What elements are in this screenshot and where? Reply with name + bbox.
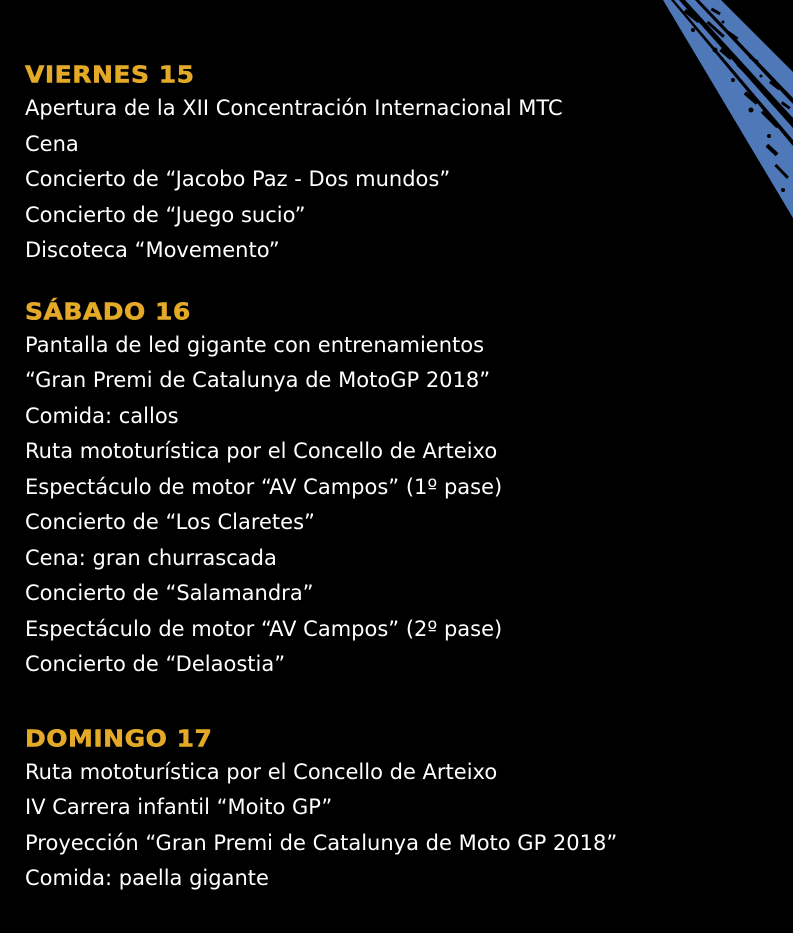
event-item: Proyección “Gran Premi de Catalunya de Moto GP 2018” <box>25 830 618 855</box>
day-heading: DOMINGO 17 <box>25 724 213 752</box>
event-item: Cena <box>25 131 79 156</box>
schedule <box>25 58 765 923</box>
day-section-domingo <box>25 722 765 897</box>
event-item: Apertura de la XII Concentración Internacional MTC <box>25 96 563 120</box>
event-item: Ruta mototurística por el Concello de Arteixo <box>25 759 498 784</box>
day-heading: SÁBADO 16 <box>25 297 191 325</box>
event-item: Concierto de “Los Claretes” <box>25 510 315 534</box>
event-item: Cena: gran churrascada <box>25 545 277 570</box>
event-item: Comida: paella gigante <box>25 866 269 890</box>
event-item: Espectáculo de motor “AV Campos” (2º pase) <box>25 616 503 641</box>
event-item: Ruta mototurística por el Concello de Arteixo <box>25 439 498 463</box>
event-item: Concierto de “Juego sucio” <box>25 202 306 227</box>
day-section-sabado <box>25 295 765 683</box>
event-item: Pantalla de led gigante con entrenamientos <box>25 332 485 357</box>
event-item: Discoteca “Movemento” <box>25 238 280 262</box>
event-item: Espectáculo de motor “AV Campos” (1º pase) <box>25 474 503 499</box>
event-list <box>25 91 765 269</box>
day-heading: VIERNES 15 <box>25 61 195 88</box>
event-list <box>25 328 765 683</box>
event-item: Concierto de “Jacobo Paz - Dos mundos” <box>25 167 451 191</box>
event-item: IV Carrera infantil “Moito GP” <box>25 795 333 819</box>
day-section-viernes <box>25 58 765 269</box>
event-list <box>25 755 765 897</box>
event-item: “Gran Premi de Catalunya de MotoGP 2018” <box>25 368 491 392</box>
event-item: Comida: callos <box>25 403 179 428</box>
event-item: Concierto de “Delaostia” <box>25 652 286 676</box>
event-item: Concierto de “Salamandra” <box>25 581 314 605</box>
